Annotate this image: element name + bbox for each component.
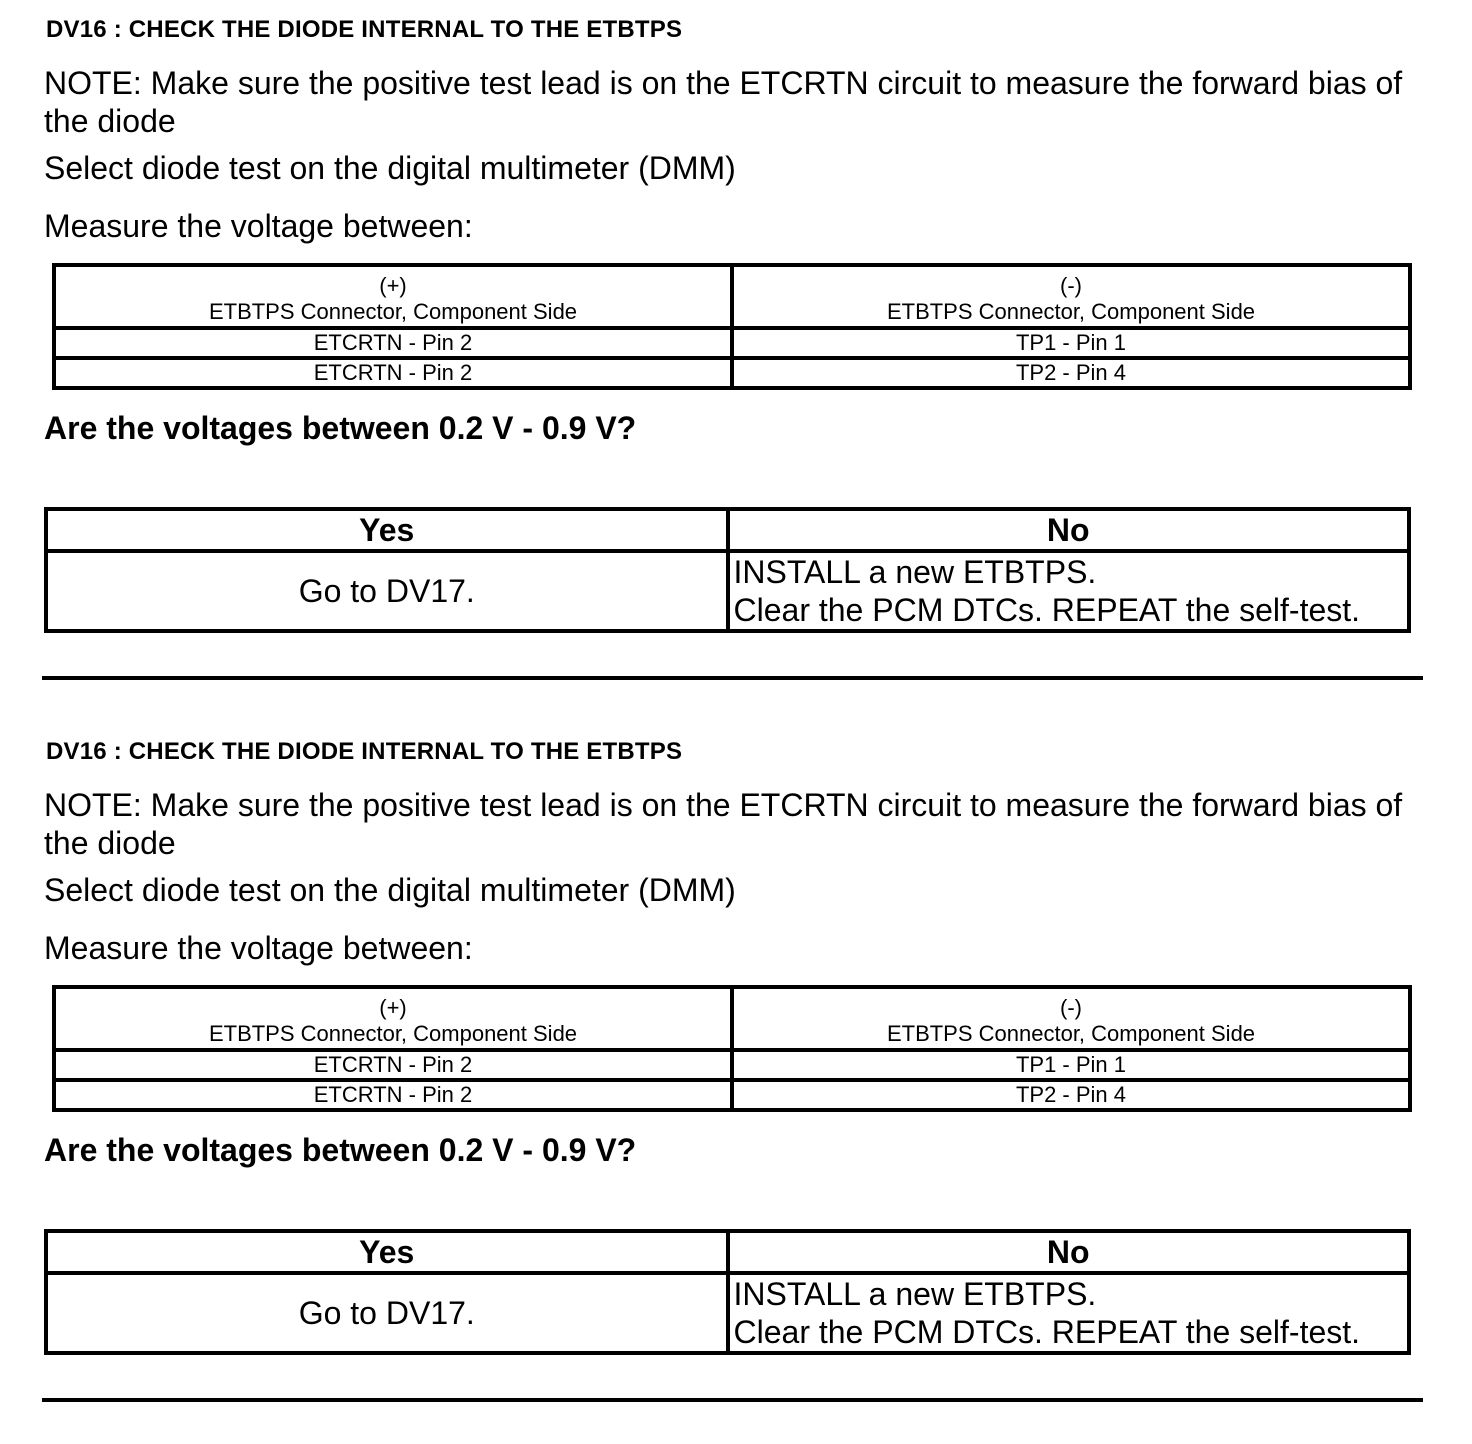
positive-lead-header — [54, 987, 732, 1050]
no-action-line-2: Clear the PCM DTCs. REPEAT the self-test. — [733, 592, 1361, 628]
yes-no-header-row — [46, 509, 1409, 551]
negative-connector-label: ETBTPS Connector, Component Side — [886, 299, 1256, 324]
negative-pin-cell: TP2 - Pin 4 — [732, 358, 1410, 388]
negative-pin-cell: TP1 - Pin 1 — [732, 328, 1410, 358]
positive-pin-cell: ETCRTN - Pin 2 — [54, 328, 732, 358]
negative-pin-cell: TP2 - Pin 4 — [732, 1080, 1410, 1110]
step-question: Are the voltages between 0.2 V - 0.9 V? — [44, 410, 637, 446]
pin-table-header — [54, 987, 1410, 1050]
no-header: No — [728, 1231, 1410, 1273]
negative-sign: (-) — [1060, 273, 1082, 298]
step-title: DV16 : CHECK THE DIODE INTERNAL TO THE ETBTPS — [46, 16, 683, 43]
positive-connector-label: ETBTPS Connector, Component Side — [208, 299, 578, 324]
positive-sign: (+) — [379, 995, 407, 1020]
yes-no-header-row — [46, 1231, 1409, 1273]
yes-no-table — [44, 507, 1411, 633]
no-action-line-1: INSTALL a new ETBTPS. — [733, 554, 1097, 590]
diagnostic-step-2 — [0, 722, 1472, 1444]
table-row — [54, 1050, 1410, 1080]
no-action-cell — [728, 551, 1410, 631]
pin-measurement-table — [52, 985, 1412, 1112]
yes-no-table — [44, 1229, 1411, 1355]
yes-header: Yes — [46, 509, 728, 551]
table-row — [54, 1080, 1410, 1110]
no-action-line-2: Clear the PCM DTCs. REPEAT the self-test. — [733, 1314, 1361, 1350]
positive-pin-cell: ETCRTN - Pin 2 — [54, 1050, 732, 1080]
section-divider — [42, 676, 1423, 680]
positive-sign: (+) — [379, 273, 407, 298]
yes-no-action-row — [46, 551, 1409, 631]
pin-table-header — [54, 265, 1410, 328]
step-note: NOTE: Make sure the positive test lead is on the ETCRTN circuit to measure the forward bias of the diode — [44, 65, 1403, 139]
table-row — [54, 358, 1410, 388]
step-question: Are the voltages between 0.2 V - 0.9 V? — [44, 1132, 637, 1168]
step-instruction-select: Select diode test on the digital multimeter (DMM) — [44, 872, 736, 908]
positive-pin-cell: ETCRTN - Pin 2 — [54, 358, 732, 388]
no-action-cell — [728, 1273, 1410, 1353]
step-note: NOTE: Make sure the positive test lead is on the ETCRTN circuit to measure the forward bias of the diode — [44, 787, 1403, 861]
yes-no-action-row — [46, 1273, 1409, 1353]
step-instruction-measure: Measure the voltage between: — [44, 930, 473, 966]
yes-action-link[interactable]: Go to DV17. — [46, 1273, 728, 1353]
negative-sign: (-) — [1060, 995, 1082, 1020]
positive-pin-cell: ETCRTN - Pin 2 — [54, 1080, 732, 1110]
no-action-line-1: INSTALL a new ETBTPS. — [733, 1276, 1097, 1312]
table-row — [54, 328, 1410, 358]
step-instruction-select: Select diode test on the digital multimeter (DMM) — [44, 150, 736, 186]
no-header: No — [728, 509, 1410, 551]
negative-lead-header — [732, 987, 1410, 1050]
pin-measurement-table — [52, 263, 1412, 390]
positive-lead-header — [54, 265, 732, 328]
yes-header: Yes — [46, 1231, 728, 1273]
step-title: DV16 : CHECK THE DIODE INTERNAL TO THE ETBTPS — [46, 738, 683, 765]
section-divider — [42, 1398, 1423, 1402]
step-instruction-measure: Measure the voltage between: — [44, 208, 473, 244]
positive-connector-label: ETBTPS Connector, Component Side — [208, 1021, 578, 1046]
negative-connector-label: ETBTPS Connector, Component Side — [886, 1021, 1256, 1046]
negative-lead-header — [732, 265, 1410, 328]
negative-pin-cell: TP1 - Pin 1 — [732, 1050, 1410, 1080]
yes-action-link[interactable]: Go to DV17. — [46, 551, 728, 631]
